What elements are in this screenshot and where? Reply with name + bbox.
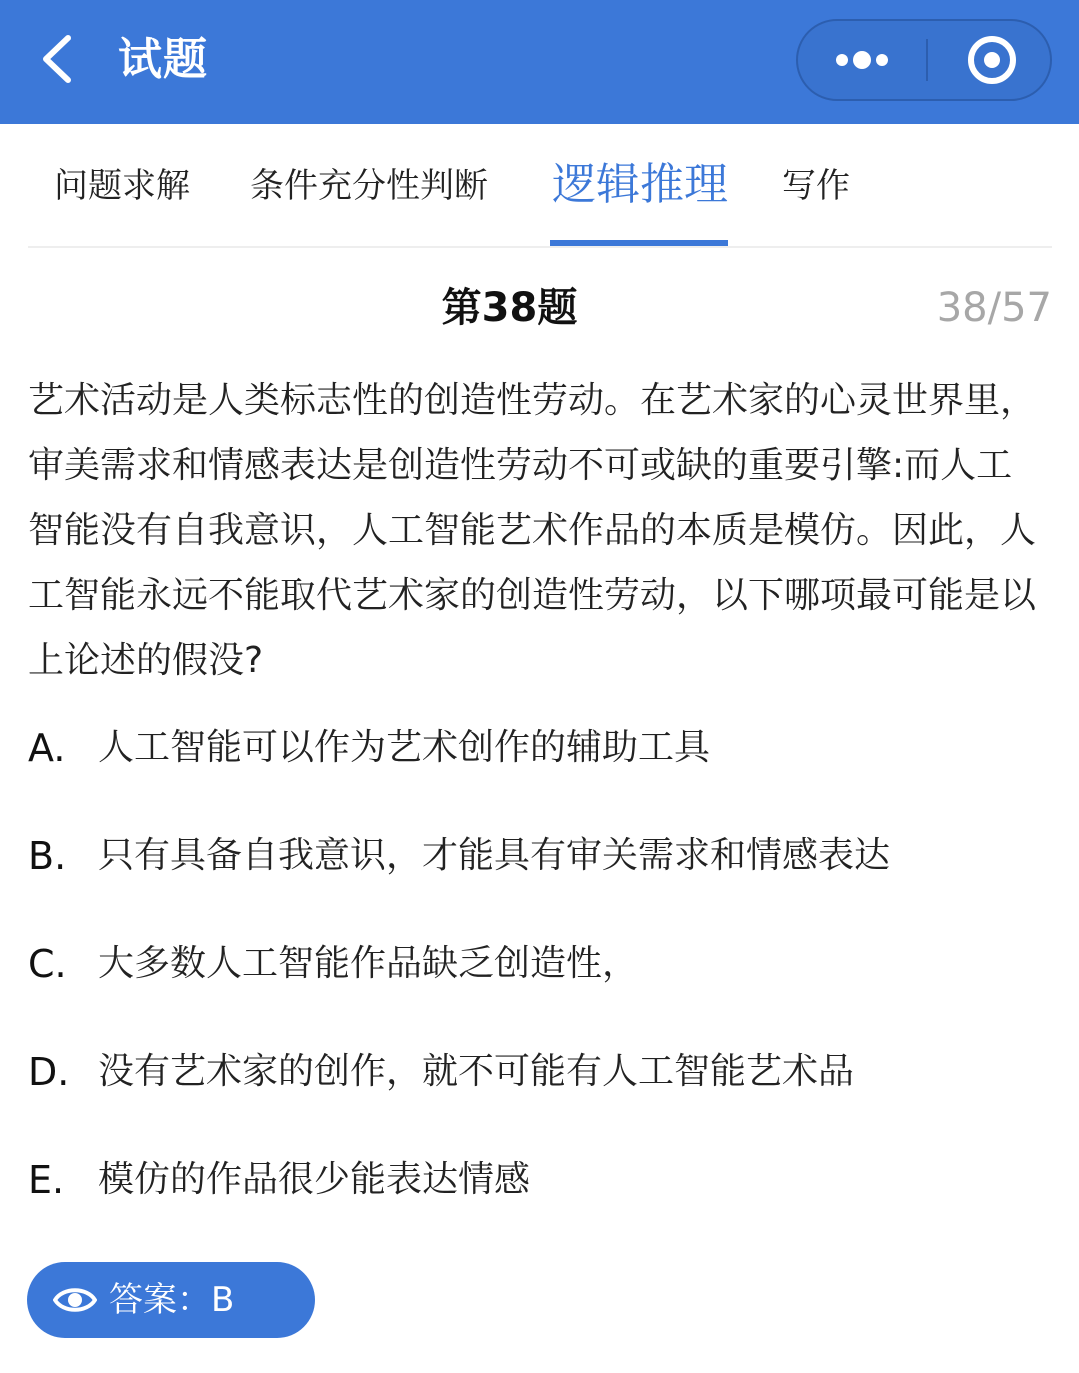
eye-icon <box>53 1282 97 1318</box>
active-tab-indicator <box>550 240 728 246</box>
question-stem: 艺术活动是人类标志性的创造性劳动。在艺术家的心灵世界里，审美需求和情感表达是创造性劳动不可或缺的重要引擎:而人工智能没有自我意识，人工智能艺术作品的本质是模仿。因此，人工智能永远不能取代艺术家的创造性劳动，以下哪项最可能是以上论述的假没? <box>28 380 1037 681</box>
option-letter: D. <box>28 1050 70 1094</box>
tab-writing[interactable]: 写作 <box>782 166 850 206</box>
option-letter: A. <box>28 726 66 770</box>
option-text: 只有具备自我意识，才能具有审关需求和情感表达 <box>98 835 891 876</box>
option-text: 没有艺术家的创作，就不可能有人工智能艺术品 <box>98 1051 855 1092</box>
more-button[interactable] <box>798 21 926 99</box>
question-title: 第38题 <box>441 285 578 331</box>
answer-label: 答案：B <box>109 1280 235 1320</box>
close-button[interactable] <box>928 21 1050 99</box>
option-text: 大多数人工智能作品缺乏创造性， <box>98 943 639 984</box>
show-answer-button[interactable] <box>27 1262 315 1338</box>
tab-sufficiency-judgment[interactable]: 条件充分性判断 <box>250 166 488 206</box>
option-letter: C. <box>28 942 67 986</box>
option-text: 模仿的作品很少能表达情感 <box>98 1159 531 1200</box>
more-dots-icon <box>798 21 926 99</box>
target-circle-icon <box>928 21 1050 99</box>
option-c[interactable] <box>28 934 1048 994</box>
tab-problem-solving[interactable]: 问题求解 <box>54 166 190 206</box>
option-letter: B. <box>28 834 67 878</box>
option-e[interactable] <box>28 1150 1048 1210</box>
option-text: 人工智能可以作为艺术创作的辅助工具 <box>98 727 711 768</box>
option-b[interactable] <box>28 826 1048 886</box>
page-title: 试题 <box>118 34 208 85</box>
question-counter: 38/57 <box>936 285 1052 331</box>
chevron-left-icon <box>30 26 90 92</box>
option-d[interactable] <box>28 1042 1048 1102</box>
option-a[interactable] <box>28 718 1048 778</box>
nav-bar <box>0 0 1079 124</box>
back-button[interactable] <box>30 26 90 92</box>
mini-program-capsule <box>796 19 1052 101</box>
option-letter: E. <box>28 1158 65 1202</box>
tab-logical-reasoning[interactable]: 逻辑推理 <box>552 159 728 210</box>
category-tabs <box>28 124 1052 248</box>
